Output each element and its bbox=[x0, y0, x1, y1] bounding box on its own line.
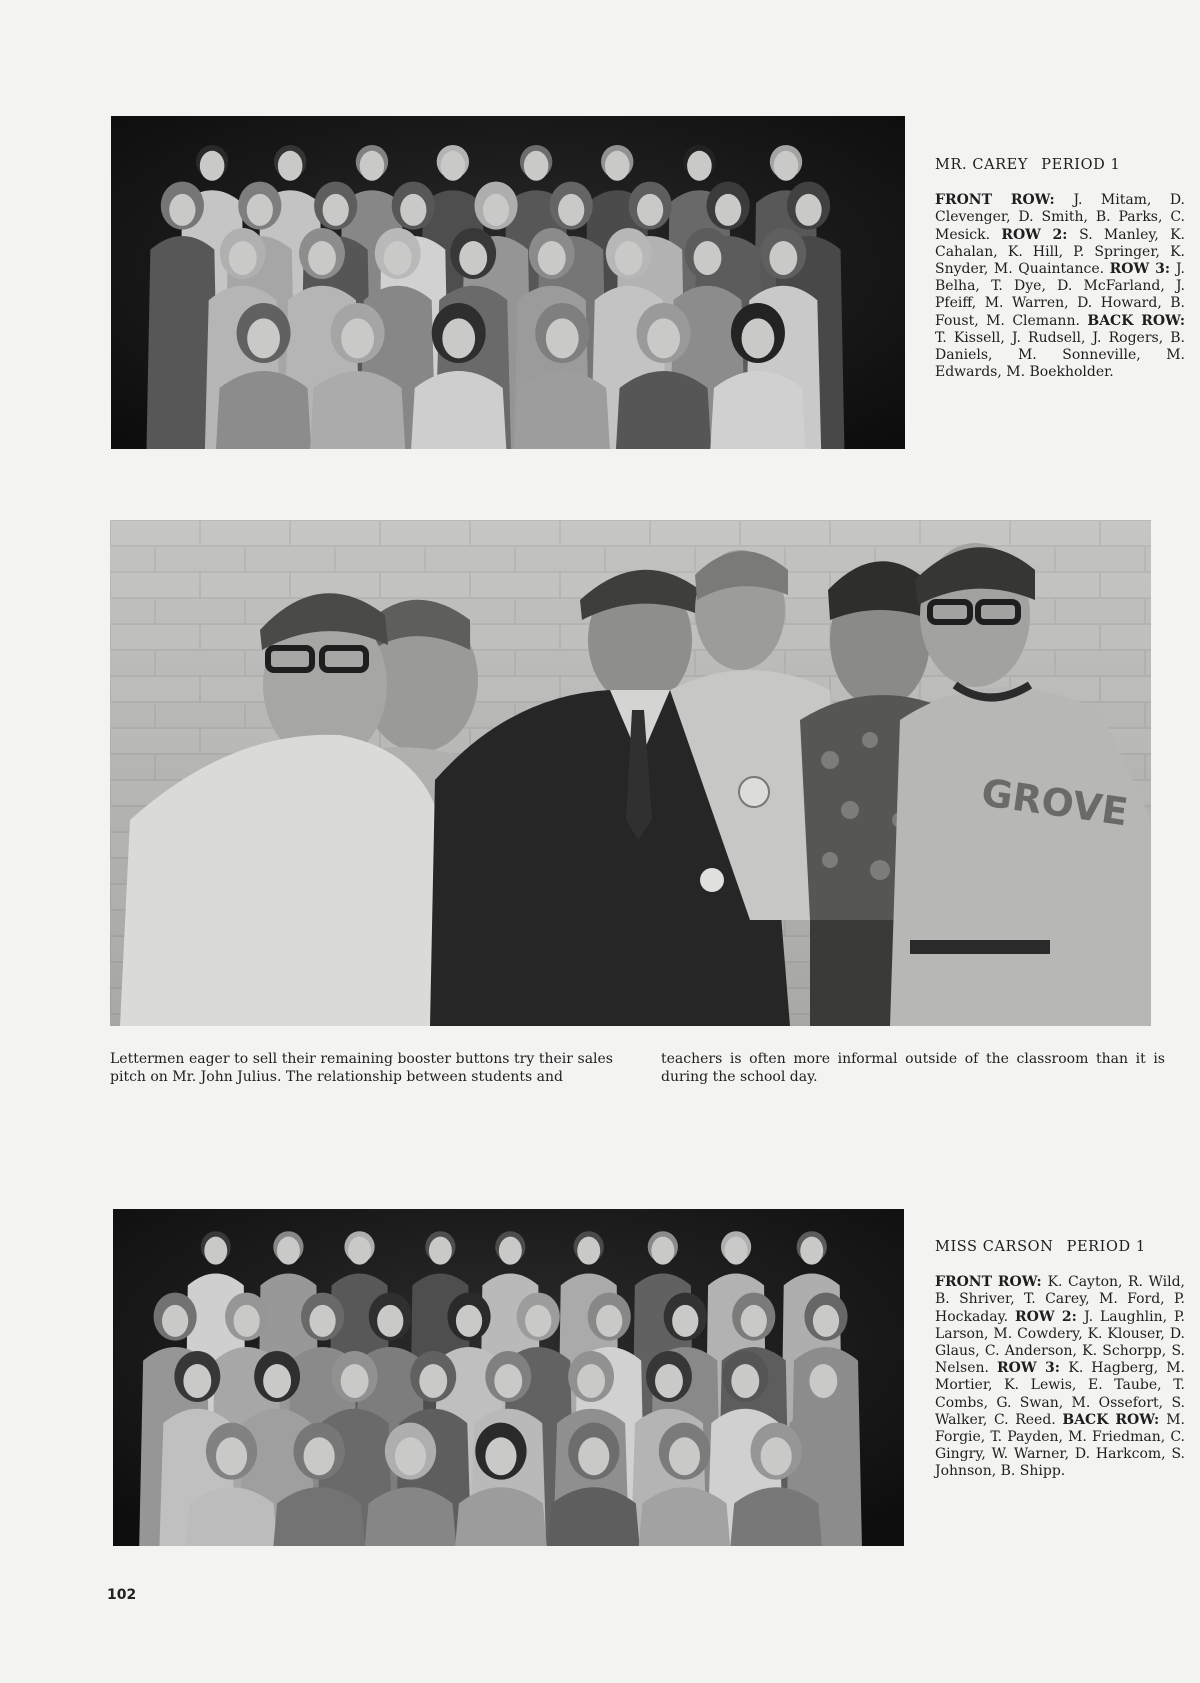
photo-caption-left: Lettermen eager to sell their remaining booster buttons try their sales pitch on Mr. John Julius. The relationship between students and bbox=[110, 1051, 613, 1085]
row-label: BACK ROW: bbox=[1087, 312, 1186, 329]
row-label: ROW 2: bbox=[1015, 1308, 1085, 1325]
teacher-name: MR. CAREY bbox=[935, 157, 1029, 173]
row-label: FRONT ROW: bbox=[935, 192, 1074, 209]
roster-text bbox=[935, 192, 1185, 381]
caption-miss-carson bbox=[935, 1239, 1185, 1481]
caption-heading bbox=[935, 157, 1185, 174]
row-label: BACK ROW: bbox=[1062, 1411, 1167, 1428]
row-names: S. Manley, K. Cahalan, K. Hill, P. Springer, K. Snyder, M. Quaintance. bbox=[935, 226, 1186, 278]
roster-text bbox=[935, 1274, 1185, 1480]
photo-caption-right: teachers is often more informal outside of the classroom than it is during the school day. bbox=[661, 1051, 1165, 1085]
page-number: 102 bbox=[107, 1587, 137, 1603]
row-label: ROW 3: bbox=[1109, 261, 1177, 278]
row-label: ROW 2: bbox=[1001, 226, 1080, 243]
row-names: J. Laughlin, P. Larson, M. Cowdery, K. Klouser, D. Glaus, C. Anderson, K. Schorpp, S. Nelsen. bbox=[935, 1308, 1185, 1377]
grove-shirt-text: GROVE bbox=[978, 770, 1131, 835]
teacher-name: MISS CARSON bbox=[935, 1239, 1054, 1255]
caption-mr-carey bbox=[935, 157, 1185, 381]
class-photo-mr-carey bbox=[111, 116, 905, 449]
period-label: PERIOD 1 bbox=[1041, 157, 1121, 173]
row-names: K. Cayton, R. Wild, B. Shriver, T. Carey, M. Ford, P. Hockaday. bbox=[935, 1274, 1185, 1325]
row-names: T. Kissell, J. Rudsell, J. Rogers, B. Daniels, M. Sonneville, M. Edwards, M. Boekholder. bbox=[935, 329, 1185, 381]
row-names: J. Mitam, D. Clevenger, D. Smith, B. Parks, C. Mesick. bbox=[935, 192, 1185, 243]
period-label: PERIOD 1 bbox=[1066, 1239, 1146, 1255]
caption-heading bbox=[935, 1239, 1185, 1256]
lettermen-booster-photo bbox=[110, 520, 1151, 1026]
row-names: K. Hagberg, M. Mortier, K. Lewis, E. Taube, T. Combs, G. Swan, M. Ossefort, S. Walker, C. Reed. bbox=[935, 1360, 1185, 1428]
row-names: M. Forgie, T. Payden, M. Friedman, C. Gingry, W. Warner, D. Harkcom, S. Johnson, B. Shipp. bbox=[935, 1411, 1185, 1480]
row-label: ROW 3: bbox=[996, 1360, 1069, 1377]
row-label: FRONT ROW: bbox=[935, 1274, 1048, 1291]
row-names: J. Belha, T. Dye, D. McFarland, J. Pfeiff, M. Warren, D. Howard, B. Foust, M. Clemann. bbox=[935, 261, 1185, 329]
class-photo-miss-carson bbox=[113, 1209, 904, 1546]
